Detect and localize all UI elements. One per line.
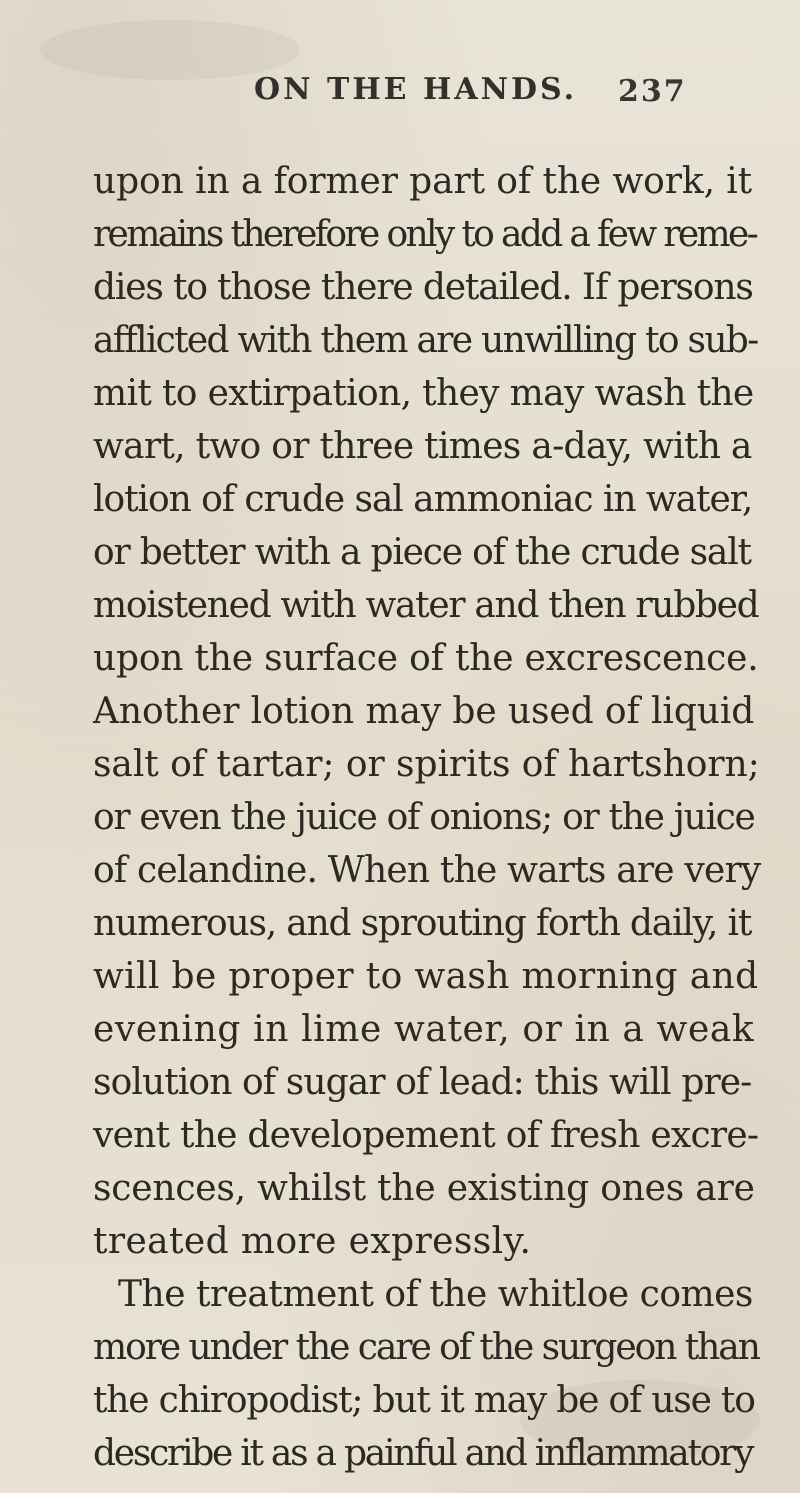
text-line: lotion of crude sal ammoniac in water, [93, 479, 753, 520]
text-line: upon in a former part of the work, it [93, 161, 753, 202]
text-line: or even the juice of onions; or the juice [93, 797, 755, 838]
text-line: wart, two or three times a-day, with a [93, 426, 752, 467]
text-line: numerous, and sprouting forth daily, it [93, 903, 752, 944]
text-line: afflicted with them are unwilling to sub- [93, 320, 758, 361]
text-line: scences, whilst the existing ones are [93, 1168, 755, 1209]
text-line: of celandine. When the warts are very [93, 850, 761, 891]
text-line: vent the developement of fresh excre- [93, 1115, 759, 1156]
text-line: Another lotion may be used of liquid [93, 691, 755, 732]
text-line: upon the surface of the excrescence. [93, 638, 759, 679]
text-line: more under the care of the surgeon than [93, 1327, 759, 1368]
text-line: solution of sugar of lead: this will pre- [93, 1062, 752, 1103]
page-header [0, 72, 800, 116]
text-line: describe it as a painful and inflammatory [93, 1433, 753, 1474]
page-number: 237 [618, 74, 687, 109]
text-line: dies to those there detailed. If persons [93, 267, 753, 308]
text-line: or better with a piece of the crude salt [93, 532, 751, 573]
text-line: The treatment of the whitloe comes [118, 1274, 753, 1315]
text-line: salt of tartar; or spirits of hartshorn; [93, 744, 760, 785]
text-line: the chiropodist; but it may be of use to [93, 1380, 755, 1421]
text-line: evening in lime water, or in a weak [93, 1009, 755, 1050]
running-head: ON THE HANDS. [254, 72, 578, 107]
text-line: treated more expressly. [93, 1221, 532, 1262]
text-line: moistened with water and then rubbed [93, 585, 759, 626]
paper-stain [40, 20, 300, 80]
text-line: remains therefore only to add a few reme- [93, 214, 757, 255]
text-line: will be proper to wash morning and [93, 956, 759, 997]
text-line: mit to extirpation, they may wash the [93, 373, 754, 414]
